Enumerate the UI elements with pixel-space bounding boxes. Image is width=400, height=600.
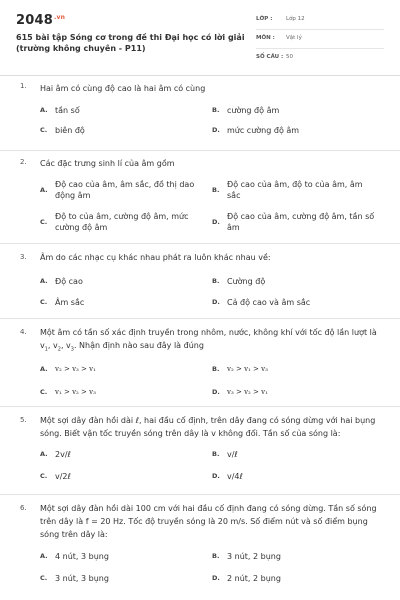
option-letter: D. bbox=[212, 218, 220, 226]
option-text: cường độ âm bbox=[227, 106, 280, 115]
option-text: Cường độ bbox=[227, 277, 266, 286]
option-letter: A. bbox=[40, 106, 48, 114]
option-text: Độ cao của âm, cường độ âm, tần số âm bbox=[227, 212, 375, 232]
question-number: 3. bbox=[20, 253, 27, 261]
question-number: 5. bbox=[20, 416, 27, 424]
option-text: v₂ > v₃ > v₁ bbox=[55, 365, 96, 373]
meta-class bbox=[256, 11, 384, 30]
document-title: 615 bài tập Sóng cơ trong đề thi Đại học có lời giải (trường không chuyên - P11) bbox=[16, 33, 245, 53]
option-text: Cả độ cao và âm sắc bbox=[227, 298, 311, 307]
option-letter: C. bbox=[40, 472, 48, 480]
option-letter: A. bbox=[40, 186, 48, 194]
option-letter: B. bbox=[212, 186, 220, 194]
question-text-part: . Nhận định nào sau đây là đúng bbox=[73, 341, 204, 350]
option-letter: D. bbox=[212, 574, 220, 582]
meta-subject bbox=[256, 30, 384, 49]
option-text: 3 nút, 3 bụng bbox=[55, 574, 109, 583]
meta-label: LỚP : bbox=[256, 16, 273, 22]
logo-tld: .vn bbox=[53, 13, 66, 21]
option-letter: D. bbox=[212, 126, 220, 134]
option-letter: C. bbox=[40, 388, 48, 396]
option-letter: C. bbox=[40, 218, 48, 226]
option-text: 3 nút, 2 bụng bbox=[227, 552, 281, 561]
option-text: Âm sắc bbox=[55, 298, 85, 307]
logo-text: 2048 bbox=[16, 13, 53, 28]
option-text: Độ cao của âm, độ to của âm, âm sắc bbox=[227, 180, 363, 200]
option-text: Độ cao của âm, âm sắc, đồ thị dao động âm bbox=[55, 180, 195, 200]
meta-value: 50 bbox=[286, 54, 293, 60]
option-letter: B. bbox=[212, 365, 220, 373]
question-3 bbox=[0, 243, 400, 318]
option-letter: D. bbox=[212, 388, 220, 396]
option-letter: A. bbox=[40, 552, 48, 560]
option-text: 4 nút, 3 bụng bbox=[55, 552, 109, 561]
meta-label: SỐ CÂU : bbox=[256, 54, 284, 60]
option-text: Độ cao bbox=[55, 277, 83, 286]
option-letter: C. bbox=[40, 298, 48, 306]
option-text: v/4ℓ bbox=[227, 472, 243, 481]
question-text-part: , v bbox=[60, 341, 71, 350]
option-letter: A. bbox=[40, 365, 48, 373]
option-letter: A. bbox=[40, 277, 48, 285]
meta-value: Vật lý bbox=[286, 35, 302, 41]
question-text: Âm do các nhạc cụ khác nhau phát ra luôn khác nhau về: bbox=[40, 253, 271, 262]
question-4 bbox=[0, 318, 400, 406]
question-text: Các đặc trưng sinh lí của âm gồm bbox=[40, 159, 175, 168]
question-text-part: Một âm có tần số xác định truyền trong nhôm, nước, không khí với tốc độ lần lượt là v bbox=[40, 328, 377, 350]
question-number: 2. bbox=[20, 158, 27, 166]
page-header bbox=[0, 0, 400, 76]
option-text: v₃ > v₂ > v₁ bbox=[227, 388, 268, 396]
option-text: mức cường độ âm bbox=[227, 126, 300, 135]
option-text: v/ℓ bbox=[227, 450, 238, 459]
question-2 bbox=[0, 150, 400, 243]
question-5 bbox=[0, 406, 400, 494]
question-text-part: , v bbox=[47, 341, 58, 350]
question-text: Hai âm có cùng độ cao là hai âm có cùng bbox=[40, 84, 206, 93]
option-letter: B. bbox=[212, 277, 220, 285]
option-letter: C. bbox=[40, 574, 48, 582]
question-number: 4. bbox=[20, 328, 27, 336]
option-text: 2v/ℓ bbox=[55, 450, 71, 459]
question-text bbox=[40, 326, 378, 357]
option-text: tần số bbox=[55, 106, 80, 115]
subscript: 1 bbox=[44, 346, 48, 353]
meta-count bbox=[256, 49, 384, 68]
question-number: 1. bbox=[20, 82, 27, 90]
option-letter: A. bbox=[40, 450, 48, 458]
option-letter: D. bbox=[212, 472, 220, 480]
question-text: Một sợi dây đàn hồi dài 100 cm với hai đầu cố định đang có sóng dừng. Tần số sóng trên dây là f = 20 Hz. Tốc độ truyền sóng là 20 m/s. Số điểm nút và số điểm bụng sóng trên dây là: bbox=[40, 504, 377, 539]
option-letter: C. bbox=[40, 126, 48, 134]
question-6 bbox=[0, 494, 400, 600]
option-text: biên độ bbox=[55, 126, 85, 135]
question-text: Một sợi dây đàn hồi dài ℓ, hai đầu cố định, trên dây đang có sóng dừng với hai bụng sóng. Biết vận tốc truyền sóng trên dây là v không đổi. Tần số của sóng là: bbox=[40, 416, 376, 438]
meta-label: MÔN : bbox=[256, 35, 275, 41]
option-text: 2 nút, 2 bụng bbox=[227, 574, 281, 583]
option-letter: B. bbox=[212, 450, 220, 458]
question-number: 6. bbox=[20, 504, 27, 512]
subscript: 2 bbox=[57, 346, 61, 353]
option-text: v/2ℓ bbox=[55, 472, 71, 481]
option-letter: D. bbox=[212, 298, 220, 306]
question-1 bbox=[0, 82, 400, 150]
meta-value: Lớp 12 bbox=[286, 16, 305, 22]
site-logo[interactable] bbox=[16, 13, 65, 28]
option-text: v₁ > v₂ > v₃ bbox=[55, 388, 96, 396]
option-text: Độ to của âm, cường độ âm, mức cường độ âm bbox=[55, 212, 189, 232]
option-text: v₂ > v₁ > v₃ bbox=[227, 365, 268, 373]
option-letter: B. bbox=[212, 106, 220, 114]
subscript: 3 bbox=[70, 346, 74, 353]
option-letter: B. bbox=[212, 552, 220, 560]
